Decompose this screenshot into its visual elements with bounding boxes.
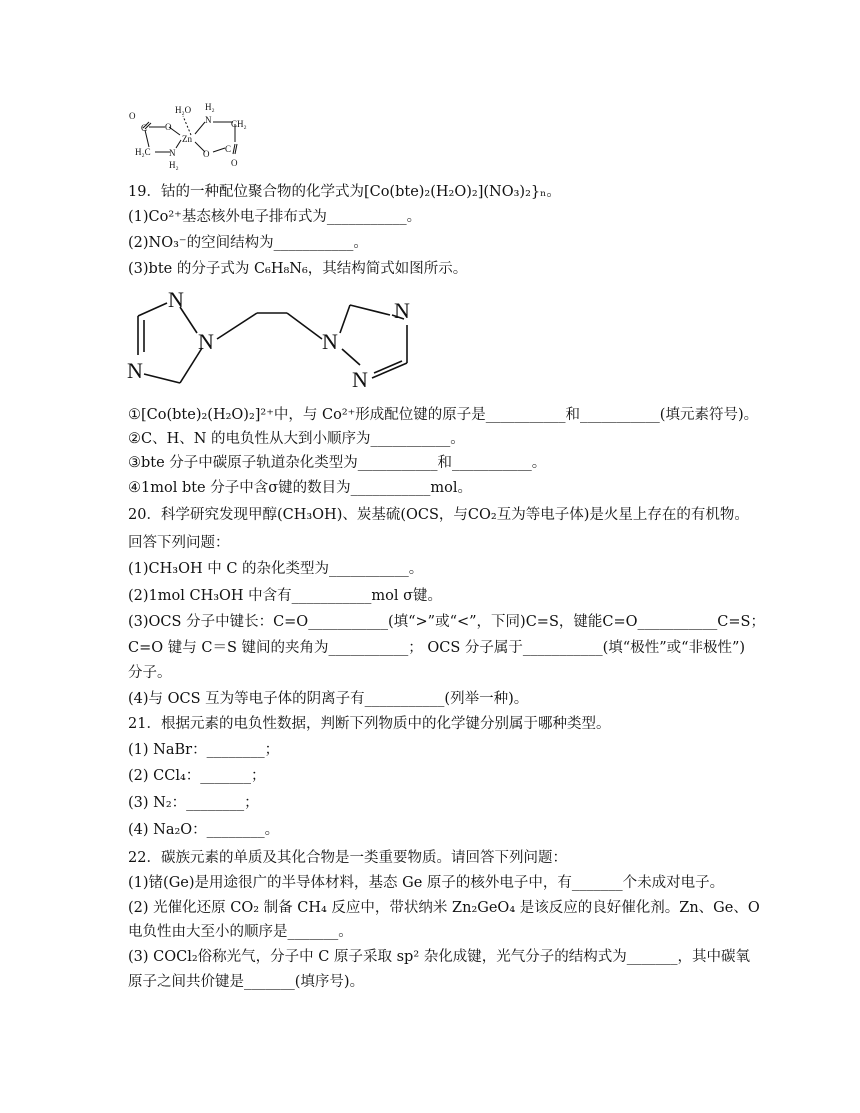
question-22-part-2: (2) 光催化还原 CO₂ 制备 CH₄ 反应中，带状纳米 Zn₂GeO₄ 是该反应的良好催化剂。Zn、Ge、O [128,900,760,916]
question-19-sub-3: ③bte 分子中碳原子轨道杂化类型为___________和___________。 [128,455,547,471]
question-21-part-4: (4) Na₂O：________。 [128,822,280,838]
n-atom-label: N [394,298,410,323]
h2-label: H₂ [169,160,179,170]
question-19-part-3: (3)bte 的分子式为 C₆H₈N₆，其结构简式如图所示。 [128,261,468,277]
question-21-part-3: (3) N₂：________； [128,795,259,811]
question-19-part-1: (1)Co²⁺基态核外电子排布式为___________。 [128,209,422,225]
question-21-part-1: (1) NaBr：________； [128,742,280,758]
n-atom-label: N [198,329,214,354]
question-20-part-1: (1)CH₃OH 中 C 的杂化类型为___________。 [128,561,424,577]
question-22-part-1: (1)锗(Ge)是用途很广的半导体材料，基态 Ge 原子的核外电子中，有_______个未成对电子。 [128,875,725,891]
question-22-part-2-cont: 电负性由大至小的顺序是_______。 [128,924,353,940]
o-label: O [165,122,172,132]
c-label: C [225,144,232,154]
ch2-label: CH₂ [231,119,247,129]
question-22-part-3-cont: 原子之间共价键是_______(填序号)。 [128,974,365,990]
question-19-sub-1: ①[Co(bte)₂(H₂O)₂]²⁺中，与 Co²⁺形成配位键的原子是___________和___________(填元素符号)。 [128,407,759,423]
n-label: N [205,115,212,125]
question-19-part-2: (2)NO₃⁻的空间结构为___________。 [128,235,368,251]
bte-structure [122,283,422,393]
question-19-sub-2: ②C、H、N 的电负性从大到小顺序为___________。 [128,431,465,447]
question-20-part-3: (3)OCS 分子中键长：C=O___________(填“>”或“<”，下同)C=S，键能C=O___________C=S； [128,614,765,630]
question-22-title: 22．碳族元素的单质及其化合物是一类重要物质。请回答下列问题： [128,850,567,866]
zn-label: Zn [182,134,192,144]
h2o-label: H₂O [175,105,192,115]
question-19-title: 19．钴的一种配位聚合物的化学式为[Co(bte)₂(H₂O)₂](NO₃)₂}ₙ。 [128,184,561,200]
o-label: O [129,111,136,121]
question-20-title: 20．科学研究发现甲醇(CH₃OH)、炭基硫(OCS，与CO₂互为等电子体)是火星上存在的有机物。 [128,507,749,523]
question-20-part-2: (2)1mol CH₃OH 中含有___________mol σ键。 [128,588,443,604]
question-20-intro: 回答下列问题： [128,535,230,551]
n-atom-label: N [322,329,338,354]
question-20-part-3-cont: C=O 键与 C＝S 键间的夹角为___________； OCS 分子属于___________(填“极性”或“非极性”) [128,640,746,656]
zinc-glycinate-structure [125,100,260,175]
question-21-part-2: (2) CCl₄：_______； [128,768,266,784]
n-atom-label: N [352,367,368,392]
question-20-part-4: (4)与 OCS 互为等电子体的阴离子有___________(列举一种)。 [128,691,529,707]
question-21-title: 21．根据元素的电负性数据，判断下列物质中的化学键分别属于哪种类型。 [128,716,611,732]
question-19-sub-4: ④1mol bte 分子中含σ键的数目为___________mol。 [128,480,473,496]
n-atom-label: N [168,287,184,312]
c-label: C [141,123,148,133]
h2-label: H₂ [205,102,215,112]
o-label: O [203,149,210,159]
n-atom-label: N [127,358,143,383]
h2c-label: H₂C [135,147,151,157]
question-20-part-3-end: 分子。 [128,665,172,681]
n-label: N [169,148,176,158]
question-22-part-3: (3) COCl₂俗称光气，分子中 C 原子采取 sp² 杂化成键，光气分子的结构式为_______，其中碳氧 [128,949,750,965]
o-label: O [231,158,238,168]
